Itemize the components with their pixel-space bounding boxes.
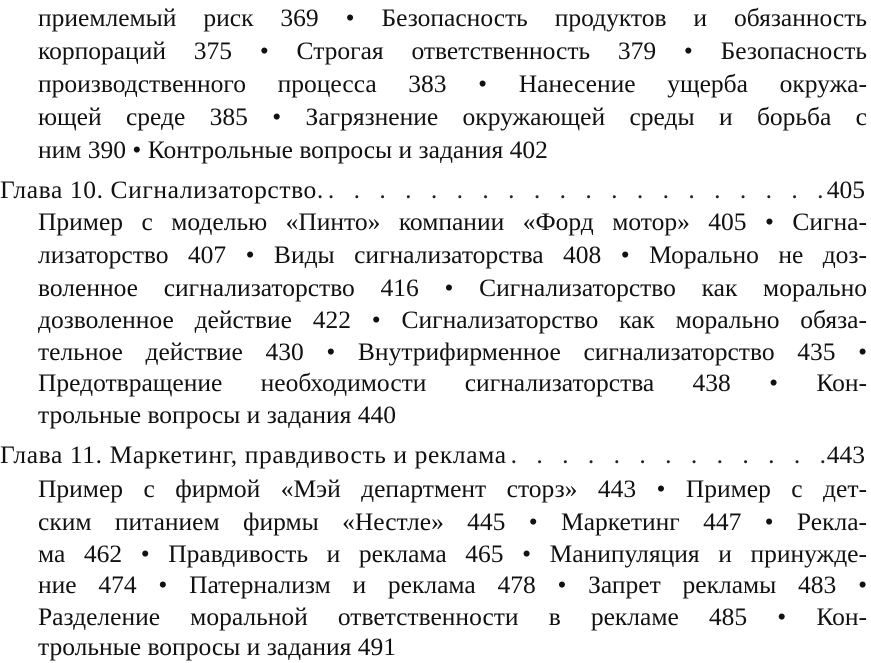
toc-entry-line: воленное сигнализаторство 416 • Сигнализаторство как морально [38,273,867,302]
toc-entry-line: корпораций 375 • Строгая ответственность 379 • Безопасность [38,36,867,65]
dot-leader [324,173,827,206]
dot-leader [507,438,827,471]
toc-entry-line: лизаторство 407 • Виды сигнализаторства 408 • Морально не доз- [38,240,867,269]
toc-entry-line: ма 462 • Правдивость и реклама 465 • Манипуляция и принужде- [38,539,867,568]
toc-entry-line: производственного процесса 383 • Нанесение ущерба окружа- [38,69,867,98]
toc-entry-line: Разделение моральной ответственности в рекламе 485 • Кон- [38,602,867,631]
chapter-11-heading [0,438,865,471]
chapter-page-number: 405 [826,175,865,204]
toc-entry-line: Пример с фирмой «Мэй департмент сторз» 443 • Пример с дет- [38,474,867,503]
toc-entry-line: Пример с моделью «Пинто» компании «Форд мотор» 405 • Сигна- [38,207,867,236]
chapter-10-heading [0,173,865,206]
chapter-title: Глава 10. Сигнализаторство. [0,175,324,204]
toc-entry-line: дозволенное действие 422 • Сигнализаторство как морально обяза- [38,305,867,334]
toc-entry-line: трольные вопросы и задания 440 [38,400,397,429]
toc-entry-line: ним 390 • Контрольные вопросы и задания 402 [38,135,548,164]
toc-entry-line: Предотвращение необходимости сигнализаторства 438 • Кон- [38,368,867,397]
toc-entry-line: ющей среде 385 • Загрязнение окружающей среды и борьба с [38,102,867,131]
toc-entry-line: трольные вопросы и задания 491 [38,632,397,661]
chapter-title: Глава 11. Маркетинг, правдивость и реклама [0,440,507,469]
chapter-page-number: 443 [826,440,865,469]
toc-entry-line: ским питанием фирмы «Нестле» 445 • Маркетинг 447 • Рекла- [38,507,867,536]
toc-entry-line: тельное действие 430 • Внутрифирменное сигнализаторство 435 • [38,337,867,366]
toc-entry-line: приемлемый риск 369 • Безопасность продуктов и обязанность [38,3,867,32]
toc-entry-line: ние 474 • Патернализм и реклама 478 • Запрет рекламы 483 • [38,570,867,599]
